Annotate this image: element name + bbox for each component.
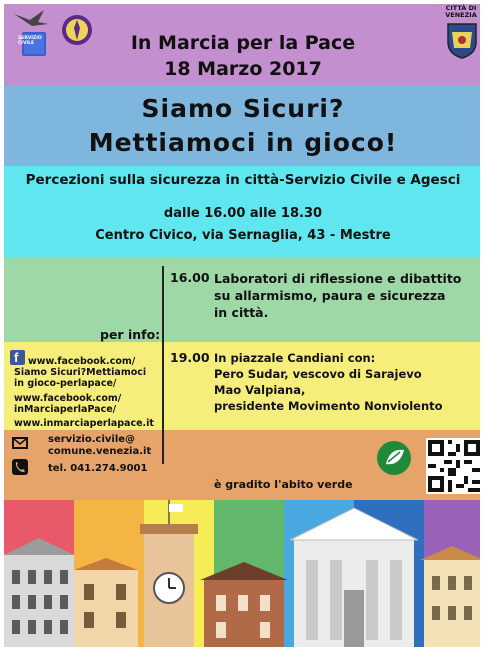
schedule-text-1-line: in città.	[214, 305, 269, 320]
info-label: per info:	[100, 327, 161, 342]
event-location: Centro Civico, via Sernaglia, 43 - Mestre	[95, 228, 391, 243]
email-line: comune.venezia.it	[48, 446, 152, 457]
phone-number[interactable]: tel. 041.274.9001	[48, 463, 148, 474]
schedule-text-2-line: presidente Movimento Nonviolento	[214, 399, 443, 413]
skyline-icon	[4, 500, 480, 647]
facebook-link-1-line: in gioco-perlapace/	[14, 378, 117, 389]
facebook-link-2[interactable]	[14, 393, 154, 415]
mail-icon	[12, 437, 28, 449]
phone-icon	[12, 459, 28, 475]
schedule-text-2-line: In piazzale Candiani con:	[214, 351, 376, 365]
city-skyline-illustration	[4, 500, 480, 647]
schedule-text-2	[214, 350, 478, 414]
facebook-link-2-line: inMarciaperlaPace/	[14, 404, 117, 415]
event-date: 18 Marzo 2017	[164, 58, 322, 80]
headline-line1: Siamo Sicuri?	[141, 94, 345, 123]
servizio-civile-logo-text: SERVIZIO CIVILE	[18, 36, 42, 46]
schedule-text-1-line: Laboratori di riflessione e dibattito	[214, 271, 462, 286]
green-leaf-icon	[376, 440, 412, 476]
headline-line2: Mettiamoci in gioco!	[88, 128, 398, 157]
schedule-text-1-line: su allarmismo, paura e sicurezza	[214, 288, 446, 303]
facebook-link-1-line: www.facebook.com/	[28, 356, 136, 367]
facebook-icon: f	[10, 350, 25, 365]
event-time: dalle 16.00 alle 18.30	[163, 206, 323, 221]
event-title: In Marcia per la Pace	[130, 32, 356, 54]
schedule-time-2: 19.00	[170, 350, 210, 365]
city-label: CITTÀ DI VENEZIA	[445, 4, 477, 19]
email-link[interactable]	[48, 434, 168, 458]
schedule-text-1	[214, 270, 478, 321]
facebook-link-1-line: Siamo Sicuri?Mettiamoci	[14, 367, 147, 378]
facebook-link-1[interactable]	[14, 356, 160, 389]
schedule-text-2-line: Mao Valpiana,	[214, 383, 306, 397]
schedule-text-2-line: Pero Sudar, vescovo di Sarajevo	[214, 367, 422, 381]
email-line: servizio.civile@	[48, 434, 136, 445]
website-link[interactable]: www.inmarciaperlapace.it	[14, 418, 154, 429]
dress-code-note: è gradito l'abito verde	[214, 478, 353, 491]
qr-code-icon[interactable]	[426, 438, 482, 494]
subtitle: Percezioni sulla sicurezza in città-Servizio Civile e Agesci	[25, 172, 461, 188]
facebook-link-2-line: www.facebook.com/	[14, 393, 122, 404]
schedule-time-1: 16.00	[170, 270, 210, 285]
